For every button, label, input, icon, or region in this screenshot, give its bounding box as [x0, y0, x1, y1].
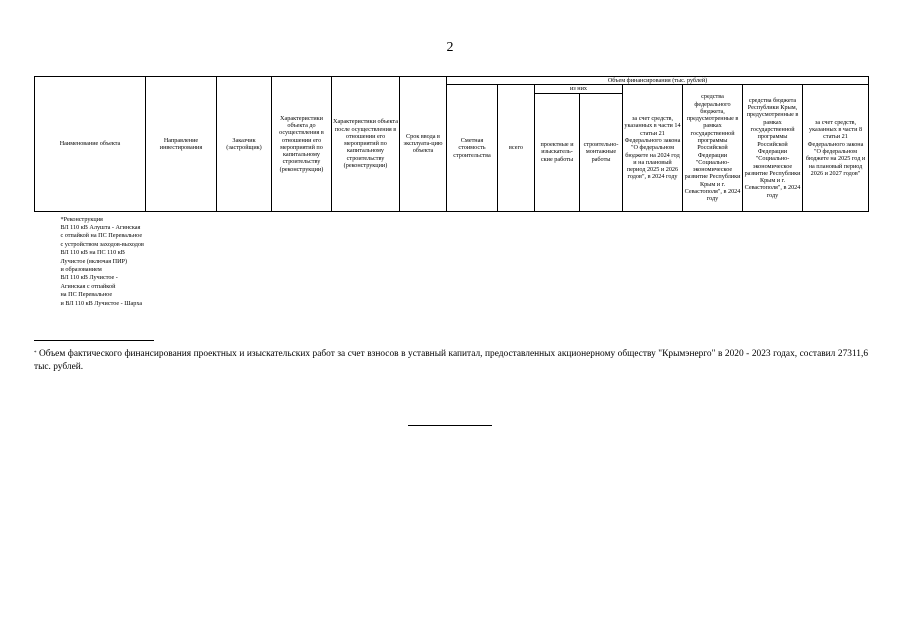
- header-construction-installation: строительно-монтажные работы: [580, 93, 623, 211]
- empty-cell: [535, 211, 580, 308]
- header-federal-law-14: за счет средств, указанных в части 14 статьи 21 Федерального закона "О федеральном бюджете на 2024 год и на плановый период 2025 и 2026 годов", в 2024 году: [623, 85, 683, 211]
- empty-cell: [498, 211, 535, 308]
- empty-cell: [447, 211, 498, 308]
- header-funding-volume: Объем финансирования (тыс. рублей): [447, 77, 869, 85]
- empty-cell: [400, 211, 447, 308]
- end-separator: [408, 425, 492, 426]
- header-commissioning-term: Срок ввода в эксплуата-цию объекта: [400, 77, 447, 212]
- empty-cell: [217, 211, 272, 308]
- table-row: [35, 211, 869, 308]
- header-direction: Направление инвестирования: [146, 77, 217, 212]
- header-estimated-cost: Сметная стоимость строительства: [447, 85, 498, 211]
- empty-cell: [272, 211, 332, 308]
- empty-cell: [580, 211, 623, 308]
- header-federal-budget: средства федерального бюджета, предусмотренные в рамках государственной программы Российской Федерации "Социально-экономическое развитие Республики Крым и г. Севастополя", в 2024 году: [683, 85, 743, 211]
- empty-cell: [146, 211, 217, 308]
- header-customer: Заказчик (застройщик): [217, 77, 272, 212]
- header-characteristics-after: Характеристики объекта после осуществления в отношении его мероприятий по капитальному строительству (реконструкции): [332, 77, 400, 212]
- header-total: всего: [498, 85, 535, 211]
- footnote-text: Объем фактического финансирования проектных и изыскательских работ за счет взносов в уставный капитал, предоставленных акционерному обществу "Крымэнерго" в 2020 - 2023 годах, составил 27311,6 тыс. рублей.: [34, 349, 869, 372]
- object-name-cell: *Реконструкция ВЛ 110 кВ Алушта - Агинская с отпайкой на ПС Перевальное с устройством заходов-выходов ВЛ 110 кВ на ПС 110 кВ Лучистое (включая ПИР) и образованием ВЛ 110 кВ Лучистое - Агинская с отпайкой на ПС Перевальное и ВЛ 110 кВ Лучистое - Шарха: [60, 215, 144, 307]
- footnote-separator: [34, 340, 154, 341]
- footnote-marker: *: [34, 351, 37, 356]
- empty-cell: [683, 211, 743, 308]
- footnote: [34, 348, 868, 374]
- empty-cell: [332, 211, 400, 308]
- header-object-name: Наименование объекта: [35, 77, 146, 212]
- header-design-survey: проектные и изыскатель-ские работы: [535, 93, 580, 211]
- header-characteristics-before: Характеристики объекта до осуществления в отношении его мероприятий по капитальному строительству (реконструкции): [272, 77, 332, 212]
- financing-table: [34, 76, 869, 308]
- empty-cell: [623, 211, 683, 308]
- empty-cell: [803, 211, 869, 308]
- empty-cell: [743, 211, 803, 308]
- header-federal-law-8: за счет средств, указанных в части 8 статьи 21 Федерального закона "О федеральном бюджете на 2025 год и на плановый период 2026 и 2027 годов": [803, 85, 869, 211]
- page-number: 2: [446, 40, 454, 55]
- header-crimea-budget: средства бюджета Республики Крым, предусмотренные в рамках государственной программы Российской Федерации "Социально-экономическое развитие Республики Крым и г. Севастополя", в 2024 году: [743, 85, 803, 211]
- header-of-which: из них: [535, 85, 623, 93]
